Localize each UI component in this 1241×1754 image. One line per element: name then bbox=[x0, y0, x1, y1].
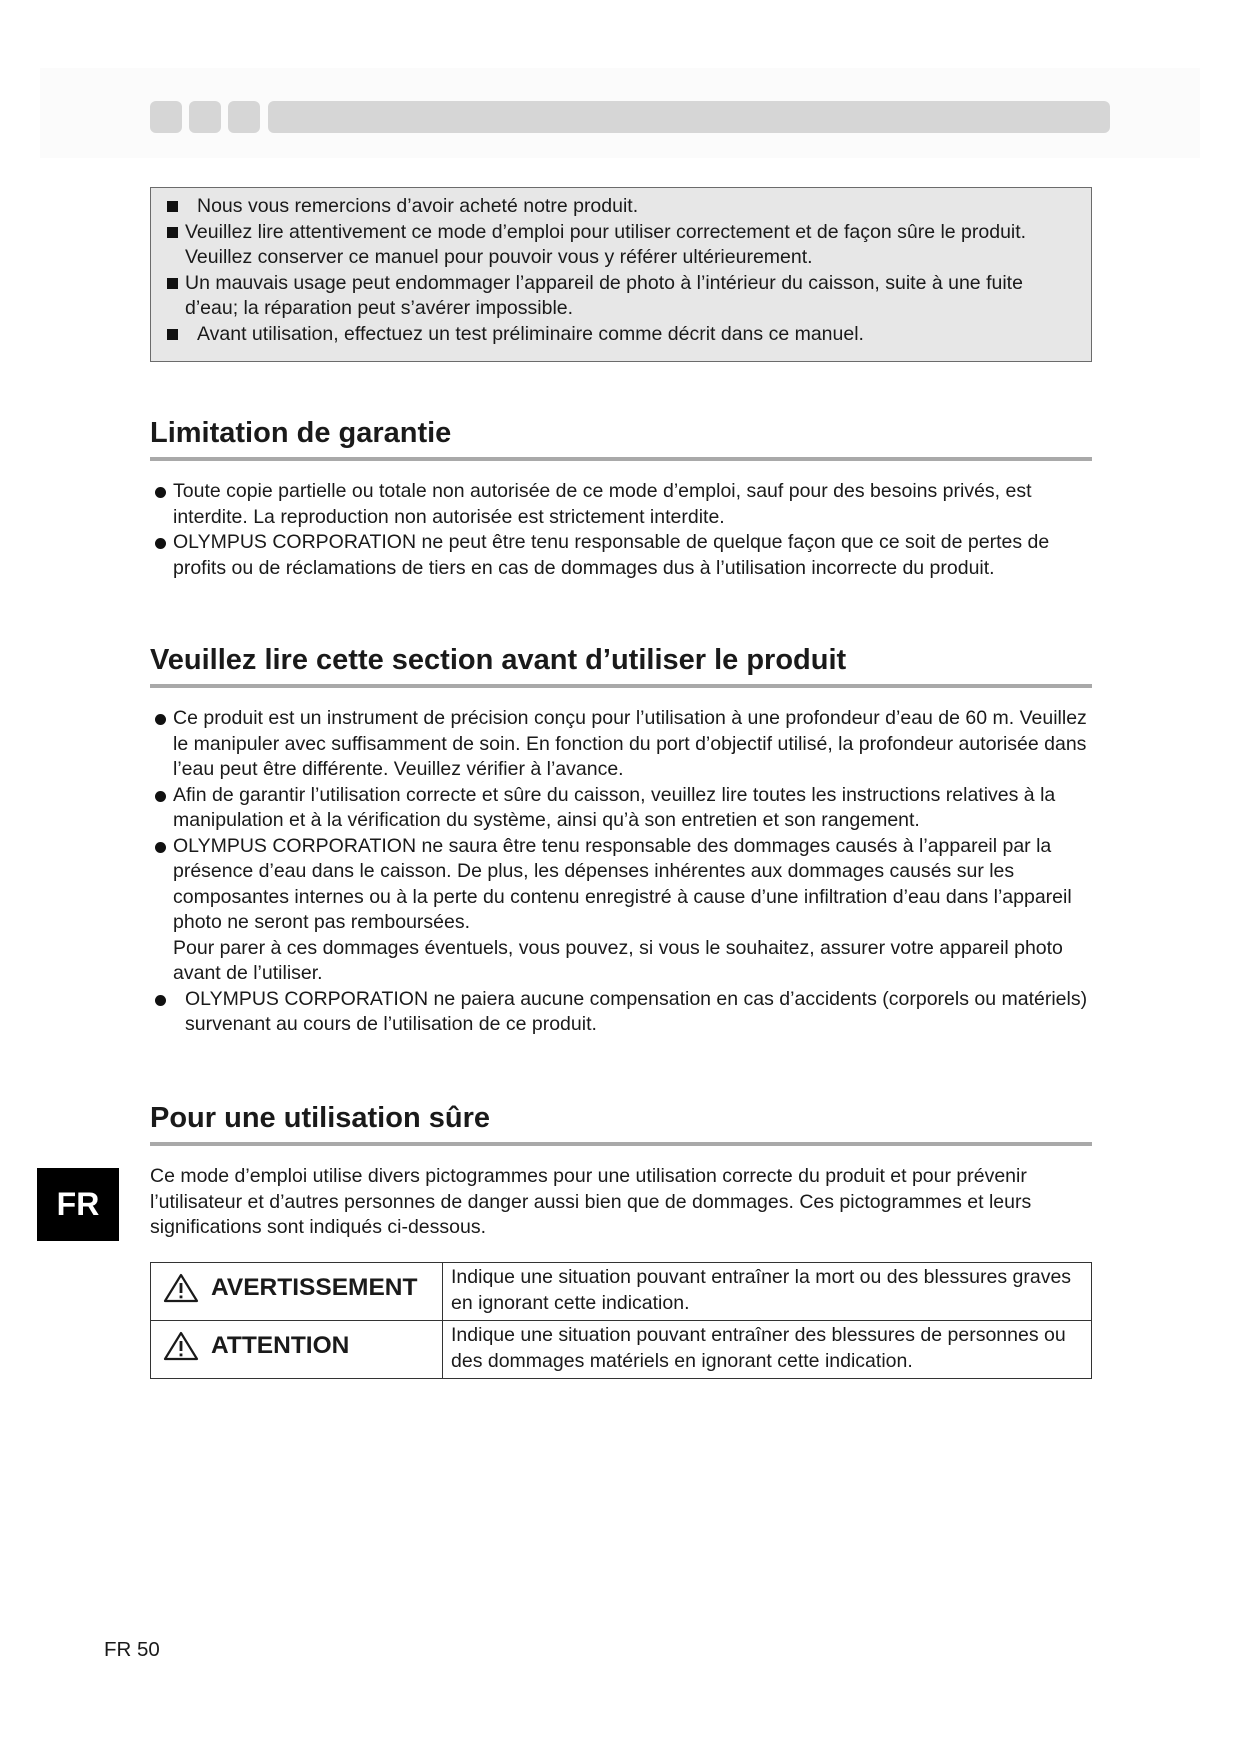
symbol-label-cell bbox=[151, 1321, 443, 1379]
limitation-section bbox=[150, 414, 1092, 581]
symbol-label: ATTENTION bbox=[211, 1332, 350, 1359]
notice-box bbox=[150, 187, 1092, 362]
header-bar bbox=[268, 101, 1110, 133]
section-title: Veuillez lire cette section avant d’utiliser le produit bbox=[150, 644, 847, 676]
section-rule bbox=[150, 1142, 1092, 1146]
bullet-icon bbox=[155, 995, 166, 1006]
section-rule bbox=[150, 684, 1092, 688]
intro-paragraph: Ce mode d’emploi utilise divers pictogrammes pour une utilisation correcte du produit et pour prévenir l’utilisateur et d’autres personnes de danger aussi bien que de dommages. Ces pictogrammes et leurs significations sont indiqués ci-dessous. bbox=[150, 1165, 1032, 1238]
header-block bbox=[228, 101, 260, 133]
table-row bbox=[151, 1321, 1092, 1379]
list-item: Toute copie partielle ou totale non autorisée de ce mode d’emploi, sauf pour des besoins privés, est interdite. La reproduction non autorisée est strictement interdite. bbox=[150, 479, 1092, 530]
notice-item: Avant utilisation, effectuez un test préliminaire comme décrit dans ce manuel. bbox=[165, 322, 1077, 348]
symbol-label: AVERTISSEMENT bbox=[211, 1274, 418, 1301]
notice-item: Un mauvais usage peut endommager l’appareil de photo à l’intérieur du caisson, suite à une fuite d’eau; la réparation peut s’avérer impossible. bbox=[165, 271, 1077, 322]
bullet-icon bbox=[155, 487, 166, 498]
warning-triangle-icon bbox=[163, 1331, 199, 1361]
bullet-icon bbox=[155, 842, 166, 853]
square-bullet-icon bbox=[167, 278, 178, 289]
notice-item: Veuillez lire attentivement ce mode d’emploi pour utiliser correctement et de façon sûre le produit. Veuillez conserver ce manuel pour pouvoir vous y référer ultérieurement. bbox=[165, 220, 1077, 271]
symbol-description: Indique une situation pouvant entraîner la mort ou des blessures graves en ignorant cette indication. bbox=[443, 1263, 1092, 1321]
square-bullet-icon bbox=[167, 227, 178, 238]
safe-use-section bbox=[150, 1099, 1092, 1260]
section-title: Limitation de garantie bbox=[150, 417, 452, 449]
symbol-description: Indique une situation pouvant entraîner des blessures de personnes ou des dommages matériels en ignorant cette indication. bbox=[443, 1321, 1092, 1379]
section-rule bbox=[150, 457, 1092, 461]
bullet-icon bbox=[155, 714, 166, 725]
bullet-icon bbox=[155, 538, 166, 549]
section-title: Pour une utilisation sûre bbox=[150, 1102, 490, 1134]
language-tab: FR bbox=[37, 1168, 119, 1241]
list-item: Ce produit est un instrument de précision conçu pour l’utilisation à une profondeur d’eau de 60 m. Veuillez le manipuler avec suffisamment de soin. En fonction du port d’objectif utilisé, la profondeur autorisée dans l’eau peut être différente. Veuillez vérifier à l’avance. bbox=[150, 706, 1092, 783]
list-item: OLYMPUS CORPORATION ne paiera aucune compensation en cas d’accidents (corporels ou matériels) survenant au cours de l’utilisation de ce produit. bbox=[150, 987, 1092, 1038]
square-bullet-icon bbox=[167, 201, 178, 212]
square-bullet-icon bbox=[167, 329, 178, 340]
page-number: FR 50 bbox=[104, 1638, 160, 1661]
notice-item: Nous vous remercions d’avoir acheté notre produit. bbox=[165, 194, 1077, 220]
list-item: Afin de garantir l’utilisation correcte et sûre du caisson, veuillez lire toutes les instructions relatives à la manipulation et à la vérification du système, ainsi qu’à son entretien et son rangement. bbox=[150, 783, 1092, 834]
read-before-use-section bbox=[150, 641, 1092, 1038]
header-block bbox=[150, 101, 182, 133]
bullet-icon bbox=[155, 791, 166, 802]
header-block bbox=[189, 101, 221, 133]
symbol-table bbox=[150, 1262, 1092, 1379]
list-item: OLYMPUS CORPORATION ne saura être tenu responsable des dommages causés à l’appareil par la présence d’eau dans le caisson. De plus, les dépenses inhérentes aux dommages causés sur les composantes internes ou à la perte du contenu enregistré à cause d’une infiltration d’eau dans l’appareil photo ne seront pas remboursées. Pour parer à ces dommages éventuels, vous pouvez, si vous le souhaitez, assurer votre appareil photo avant de l’utiliser. bbox=[150, 834, 1092, 987]
symbol-label-cell bbox=[151, 1263, 443, 1321]
table-row bbox=[151, 1263, 1092, 1321]
list-item: OLYMPUS CORPORATION ne peut être tenu responsable de quelque façon que ce soit de pertes de profits ou de réclamations de tiers en cas de dommages dus à l’utilisation incorrecte du produit. bbox=[150, 530, 1092, 581]
warning-triangle-icon bbox=[163, 1273, 199, 1303]
